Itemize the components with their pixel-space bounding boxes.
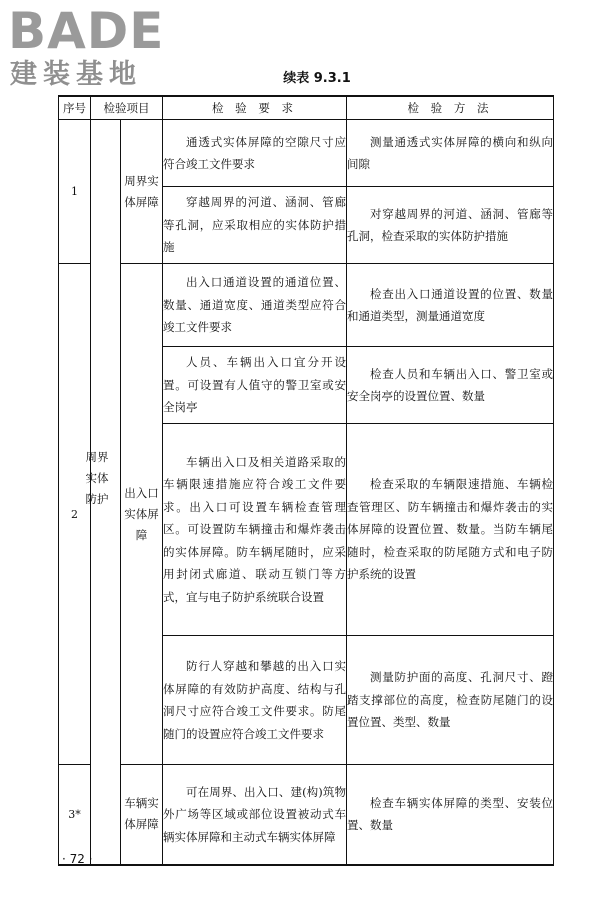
row-number: 2: [59, 264, 91, 765]
requirement-cell: 防行人穿越和攀越的出入口实体屏障的有效防护高度、结构与孔洞尺寸应符合竣工文件要求。防尾随门的设置应符合竣工文件要求: [163, 636, 347, 765]
requirement-cell: 可在周界、出入口、建(构)筑物外广场等区域或部位设置被动式车辆实体屏障和主动式车辆实体屏障: [163, 765, 347, 865]
header-requirement: 检 验 要 求: [163, 96, 347, 120]
header-seq: 序号: [59, 96, 91, 120]
item-label: 出入口实体屏障: [121, 264, 163, 765]
requirement-cell: 穿越周界的河道、涵洞、管廊等孔洞，应采取相应的实体防护措施: [163, 187, 347, 264]
logo-brand: BADE: [8, 2, 165, 60]
table-row: [59, 120, 554, 187]
item-label: 车辆实体屏障: [121, 765, 163, 865]
logo-subtitle: 建装基地: [10, 59, 142, 90]
method-cell: 测量防护面的高度、孔洞尺寸、蹬踏支撑部位的高度，检查防尾随门的设置位置、类型、数量: [347, 636, 554, 765]
requirement-cell: 通透式实体屏障的空隙尺寸应符合竣工文件要求: [163, 120, 347, 187]
method-cell: 测量通透式实体屏障的横向和纵向间隙: [347, 120, 554, 187]
requirement-cell: 出入口通道设置的通道位置、数量、通道宽度、通道类型应符合竣工文件要求: [163, 264, 347, 347]
header-item: 检验项目: [91, 96, 163, 120]
requirement-cell: 车辆出入口及相关道路采取的车辆限速措施应符合竣工文件要求。出入口可设置车辆检查管理区。可设置防车辆撞击和爆炸袭击的实体屏障。防车辆尾随时，应采用封闭式廊道、联动互锁门等方式，宜与电子防护系统联合设置: [163, 424, 347, 636]
method-cell: 检查人员和车辆出入口、警卫室或安全岗亭的设置位置、数量: [347, 347, 554, 424]
watermark-logo: [8, 4, 178, 92]
table-title: 续表 9.3.1: [283, 71, 351, 86]
table-row: [59, 765, 554, 865]
table-row: [59, 264, 554, 347]
method-cell: 检查出入口通道设置的位置、数量和通道类型，测量通道宽度: [347, 264, 554, 347]
page-number: · 72 ·: [62, 852, 93, 866]
method-cell: 检查采取的车辆限速措施、车辆检查管理区、防车辆撞击和爆炸袭击的实体屏障的设置位置、数量。当防车辆尾随时，检查采取的防尾随方式和电子防护系统的设置: [347, 424, 554, 636]
header-method: 检 验 方 法: [347, 96, 554, 120]
method-cell: 对穿越周界的河道、涵洞、管廊等孔洞，检查采取的实体防护措施: [347, 187, 554, 264]
table-header-row: [59, 96, 554, 120]
row-number: 1: [59, 120, 91, 264]
inspection-table: [58, 95, 554, 866]
row-number: 3*: [59, 765, 91, 865]
item-label: 周界实体屏障: [121, 120, 163, 264]
method-cell: 检查车辆实体屏障的类型、安装位置、数量: [347, 765, 554, 865]
group-label-text: 周界实体防护: [85, 450, 109, 506]
requirement-cell: 人员、车辆出入口宜分开设置。可设置有人值守的警卫室或安全岗亭: [163, 347, 347, 424]
